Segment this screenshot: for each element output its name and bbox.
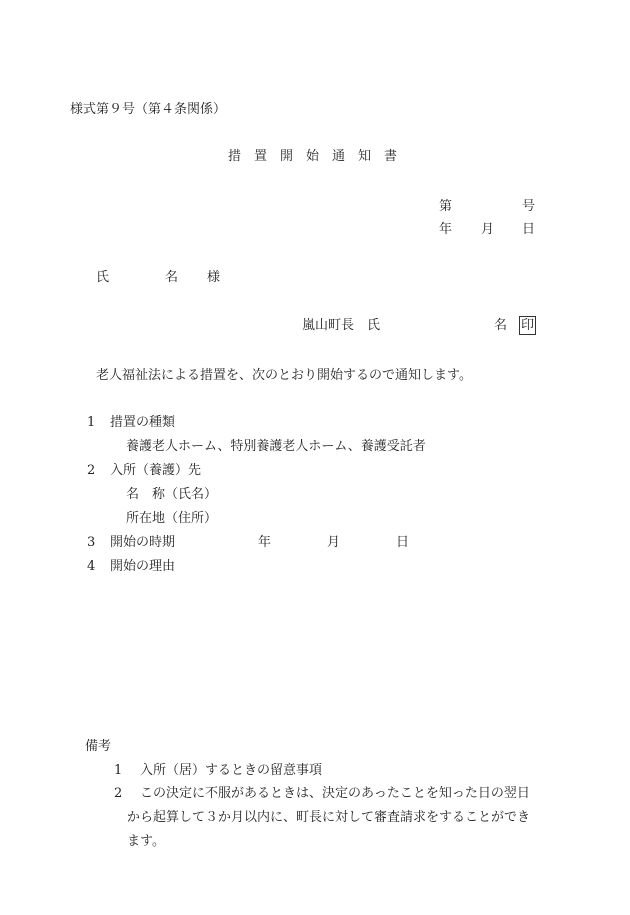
item-2-address-label: 所在地（住所） [126, 511, 218, 526]
date-day: 日 [522, 222, 536, 237]
item-1-number: 1 [87, 415, 96, 430]
item-3-year: 年 [258, 535, 272, 550]
doc-number-go: 号 [522, 199, 536, 214]
seal-box: 印 [521, 318, 535, 333]
form-number: 様式第９号（第４条関係） [70, 102, 227, 117]
item-2-label: 入所（養護）先 [110, 463, 202, 478]
sender-title: 嵐山町長 氏 [302, 318, 381, 333]
addressee-sama: 様 [207, 270, 221, 285]
item-1-value: 養護老人ホーム、特別養護老人ホーム、養護受託者 [126, 439, 426, 454]
doc-number-dai: 第 [439, 199, 453, 214]
addressee-shi: 氏 [96, 270, 110, 285]
remark-2-line-1: この決定に不服があるときは、決定のあったことを知った日の翌日 [140, 786, 530, 801]
intro-text: 老人福祉法による措置を、次のとおり開始するので通知します。 [96, 368, 472, 383]
item-3-label: 開始の時期 [110, 535, 176, 550]
sender-mei: 名 [494, 318, 508, 333]
document-title: 措 置 開 始 通 知 書 [228, 149, 398, 164]
remark-2-line-2: から起算して３か月以内に、町長に対して審査請求をすることができ [127, 810, 531, 825]
item-3-day: 日 [396, 535, 410, 550]
date-year: 年 [439, 222, 453, 237]
item-3-number: 3 [87, 535, 96, 550]
addressee-mei: 名 [165, 270, 179, 285]
remark-2-line-3: ます。 [127, 834, 165, 849]
remark-1-text: 入所（居）するときの留意事項 [140, 763, 323, 778]
remarks-heading: 備考 [85, 739, 112, 754]
item-4-label: 開始の理由 [110, 559, 176, 574]
item-2-name-label: 名 称（氏名） [126, 487, 218, 502]
item-2-number: 2 [87, 463, 96, 478]
item-1-label: 措置の種類 [110, 415, 176, 430]
item-4-number: 4 [87, 559, 96, 574]
item-3-month: 月 [327, 535, 341, 550]
date-month: 月 [481, 222, 495, 237]
remark-1-number: 1 [114, 763, 123, 778]
remark-2-number: 2 [114, 786, 123, 801]
